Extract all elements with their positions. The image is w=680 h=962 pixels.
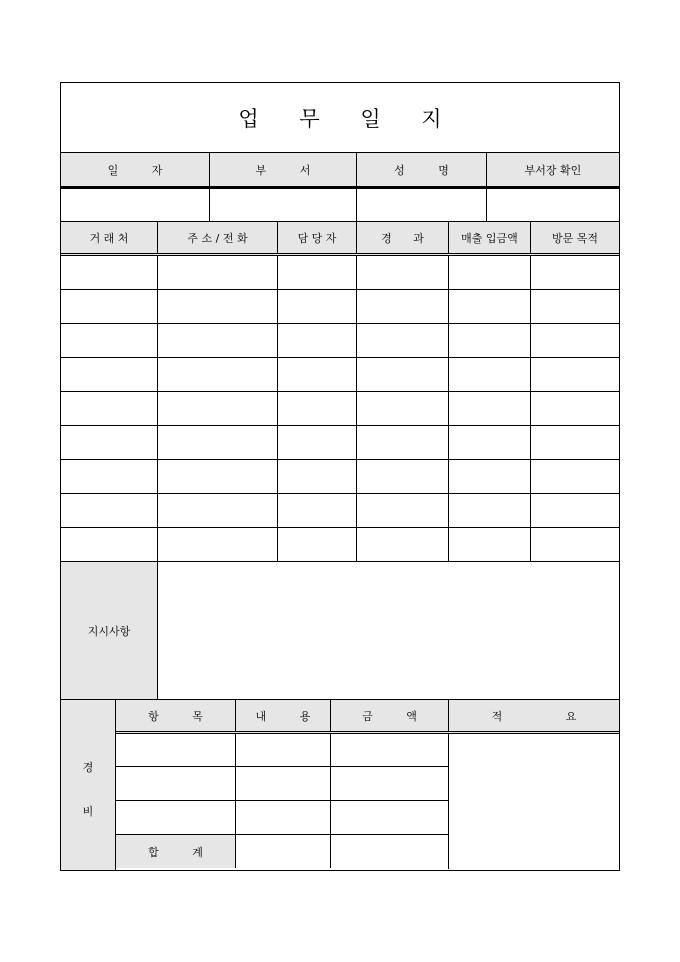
- log-row: [61, 426, 619, 460]
- progress-cell[interactable]: [357, 494, 449, 527]
- visit-purpose-cell[interactable]: [531, 290, 619, 323]
- log-row: [61, 358, 619, 392]
- visit-purpose-cell[interactable]: [531, 460, 619, 493]
- date-field[interactable]: [61, 189, 210, 221]
- contact-person-cell[interactable]: [278, 426, 357, 459]
- title-text: 업 무 일 지: [238, 106, 442, 131]
- address-phone-cell[interactable]: [158, 290, 278, 323]
- contact-person-cell[interactable]: [278, 528, 357, 561]
- expense-amount-field[interactable]: [331, 801, 448, 834]
- manager-confirm-header: 부서장 확인: [524, 163, 582, 177]
- log-row: [61, 392, 619, 426]
- contact-person-cell[interactable]: [278, 460, 357, 493]
- sales-deposit-cell[interactable]: [449, 426, 531, 459]
- progress-cell[interactable]: [357, 358, 449, 391]
- name-header: 성 명: [357, 153, 487, 186]
- log-row: [61, 290, 619, 324]
- expense-header-row: [116, 700, 619, 734]
- client-cell[interactable]: [61, 494, 158, 527]
- department-header: 부 서: [210, 153, 357, 186]
- expense-table: [116, 700, 619, 870]
- client-cell[interactable]: [61, 324, 158, 357]
- progress-cell[interactable]: [357, 290, 449, 323]
- instructions-field[interactable]: [158, 562, 619, 699]
- visit-purpose-cell[interactable]: [531, 494, 619, 527]
- address-phone-cell[interactable]: [158, 392, 278, 425]
- address-phone-cell[interactable]: [158, 426, 278, 459]
- client-cell[interactable]: [61, 528, 158, 561]
- client-header: 거 래 처: [61, 222, 158, 253]
- client-cell[interactable]: [61, 460, 158, 493]
- log-header-row: [61, 222, 619, 256]
- expense-item-field[interactable]: [116, 767, 236, 800]
- remarks-header: 적 요: [491, 709, 577, 723]
- client-cell[interactable]: [61, 358, 158, 391]
- contact-person-cell[interactable]: [278, 290, 357, 323]
- log-row: [61, 324, 619, 358]
- sales-deposit-cell[interactable]: [449, 256, 531, 289]
- expense-item-field[interactable]: [116, 734, 236, 766]
- name-field[interactable]: [357, 189, 487, 221]
- sales-deposit-cell[interactable]: [449, 324, 531, 357]
- sales-deposit-cell[interactable]: [449, 290, 531, 323]
- remarks-field[interactable]: [449, 734, 619, 869]
- expense-amount-field[interactable]: [331, 767, 448, 800]
- expense-row: [116, 734, 448, 767]
- address-phone-cell[interactable]: [158, 324, 278, 357]
- visit-purpose-cell[interactable]: [531, 256, 619, 289]
- progress-cell[interactable]: [357, 426, 449, 459]
- expense-item-field[interactable]: [116, 801, 236, 834]
- log-row: [61, 460, 619, 494]
- item-header: 항 목: [116, 700, 236, 731]
- total-content-field[interactable]: [236, 835, 331, 868]
- address-phone-cell[interactable]: [158, 256, 278, 289]
- address-phone-cell[interactable]: [158, 460, 278, 493]
- client-cell[interactable]: [61, 256, 158, 289]
- manager-confirm-field[interactable]: [487, 189, 619, 221]
- sales-deposit-cell[interactable]: [449, 392, 531, 425]
- total-amount-field[interactable]: [331, 835, 448, 868]
- progress-cell[interactable]: [357, 324, 449, 357]
- visit-purpose-cell[interactable]: [531, 358, 619, 391]
- visit-purpose-cell[interactable]: [531, 426, 619, 459]
- total-label: 합 계: [116, 835, 236, 868]
- sales-deposit-cell[interactable]: [449, 460, 531, 493]
- contact-person-cell[interactable]: [278, 494, 357, 527]
- address-phone-cell[interactable]: [158, 528, 278, 561]
- contact-person-header: 담 당 자: [278, 222, 357, 253]
- amount-header: 금 액: [331, 700, 449, 731]
- client-cell[interactable]: [61, 290, 158, 323]
- expense-label-top: 경: [82, 761, 94, 774]
- sales-deposit-cell[interactable]: [449, 358, 531, 391]
- contact-person-cell[interactable]: [278, 358, 357, 391]
- instructions-label: 지시사항: [61, 562, 158, 699]
- content-header: 내 용: [236, 700, 331, 731]
- department-field[interactable]: [210, 189, 357, 221]
- expense-amount-field[interactable]: [331, 734, 448, 766]
- expense-row: [116, 767, 448, 801]
- contact-person-cell[interactable]: [278, 256, 357, 289]
- address-phone-cell[interactable]: [158, 358, 278, 391]
- client-cell[interactable]: [61, 392, 158, 425]
- work-log-form: [60, 82, 620, 871]
- date-header: 일 자: [61, 153, 210, 186]
- sales-deposit-header: 매출 입금액: [449, 222, 531, 253]
- progress-cell[interactable]: [357, 460, 449, 493]
- expense-label-bottom: 비: [82, 805, 94, 818]
- page-title: [61, 83, 619, 153]
- address-phone-cell[interactable]: [158, 494, 278, 527]
- visit-purpose-cell[interactable]: [531, 324, 619, 357]
- address-phone-header: 주 소 / 전 화: [158, 222, 278, 253]
- log-row: [61, 256, 619, 290]
- contact-person-cell[interactable]: [278, 324, 357, 357]
- progress-header: 경 과: [357, 222, 449, 253]
- expense-content-field[interactable]: [236, 734, 331, 766]
- info-header-row: [61, 153, 619, 187]
- expense-label: [61, 700, 116, 870]
- info-input-row: [61, 187, 619, 222]
- sales-deposit-cell[interactable]: [449, 528, 531, 561]
- instructions-row: [61, 562, 619, 700]
- expense-section: [61, 700, 619, 870]
- log-table-body: [61, 256, 619, 562]
- progress-cell[interactable]: [357, 528, 449, 561]
- expense-body: [116, 734, 619, 869]
- progress-cell[interactable]: [357, 256, 449, 289]
- visit-purpose-cell[interactable]: [531, 392, 619, 425]
- progress-cell[interactable]: [357, 392, 449, 425]
- log-row: [61, 494, 619, 528]
- expense-total-row: [116, 835, 448, 868]
- contact-person-cell[interactable]: [278, 392, 357, 425]
- visit-purpose-header: 방문 목적: [551, 231, 598, 245]
- expense-content-field[interactable]: [236, 767, 331, 800]
- visit-purpose-cell[interactable]: [531, 528, 619, 561]
- client-cell[interactable]: [61, 426, 158, 459]
- expense-row: [116, 801, 448, 835]
- expense-content-field[interactable]: [236, 801, 331, 834]
- sales-deposit-cell[interactable]: [449, 494, 531, 527]
- log-row: [61, 528, 619, 562]
